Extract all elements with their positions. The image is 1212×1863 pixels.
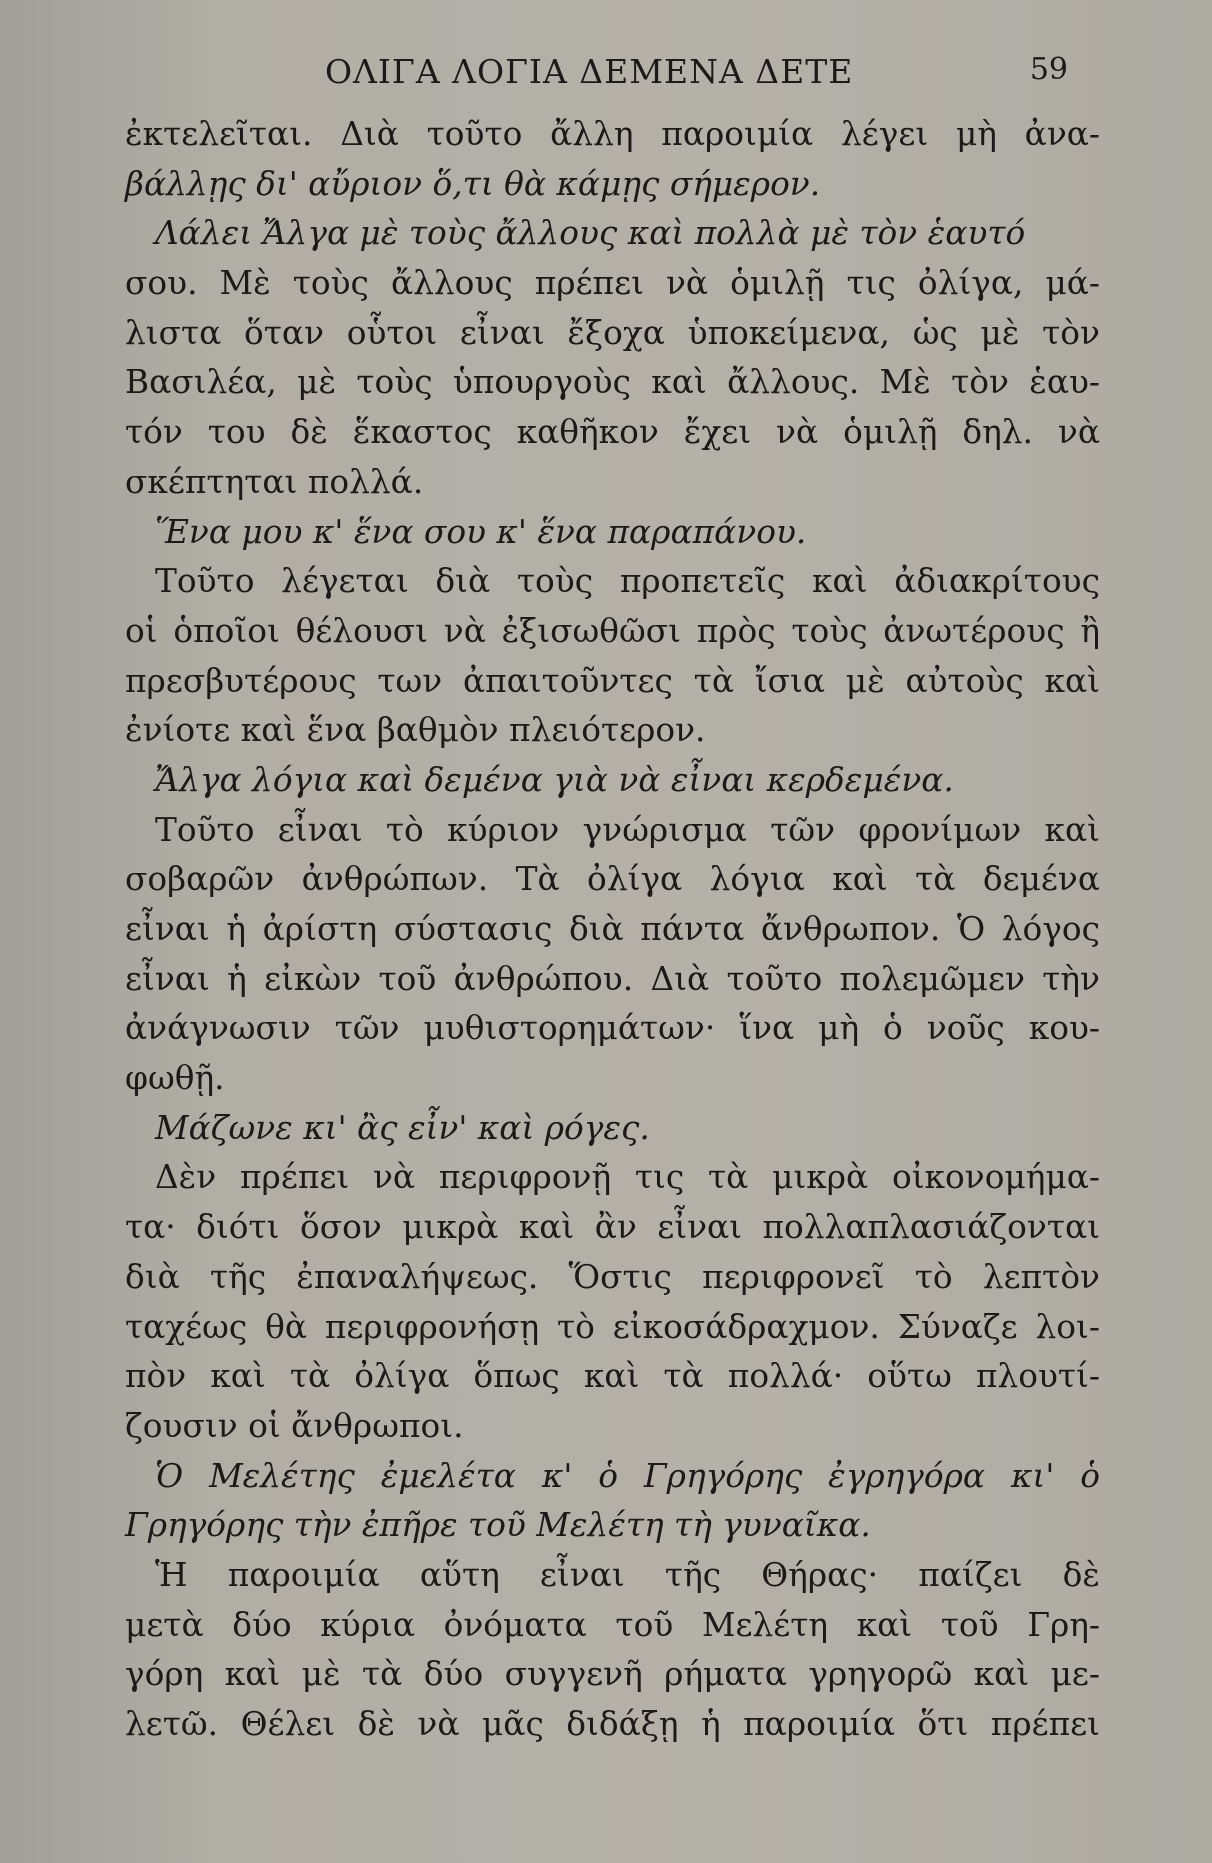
page-header [130, 52, 1070, 96]
running-head: ΟΛΙΓΑ ΛΟΓΙΑ ΔΕΜΕΝΑ ΔΕΤΕ [325, 52, 854, 91]
text-line: ταχέως θὰ περιφρονήσῃ τὸ εἰκοσάδραχμον. Σύναζε λοι- [125, 1307, 1100, 1346]
text-line: σου. Μὲ τοὺς ἄλλους πρέπει νὰ ὁμιλῇ τις ὀλίγα, μά- [125, 264, 1100, 303]
text-line: Τοῦτο λέγεται διὰ τοὺς προπετεῖς καὶ ἀδιακρίτους [155, 562, 1100, 601]
text-line: πρεσβυτέρους των ἀπαιτοῦντες τὰ ἴσια μὲ αὐτοὺς καὶ [125, 661, 1100, 700]
body-text [125, 110, 1100, 1750]
text-line: Δὲν πρέπει νὰ περιφρονῇ τις τὰ μικρὰ οἰκονομήμα- [155, 1158, 1100, 1197]
text-line: Τοῦτο εἶναι τὸ κύριον γνώρισμα τῶν φρονίμων καὶ [155, 810, 1100, 849]
text-line: Βασιλέα, μὲ τοὺς ὑπουργοὺς καὶ ἄλλους. Μὲ τὸν ἑαυ- [125, 363, 1100, 402]
text-line: εἶναι ἡ ἀρίστη σύστασις διὰ πάντα ἄνθρωπον. Ὁ λόγος [125, 910, 1100, 948]
text-line: ἐνίοτε καὶ ἕνα βαθμὸν πλειότερον. [125, 711, 706, 750]
text-line: Ἄλγα λόγια καὶ δεμένα γιὰ νὰ εἶναι κερδεμένα. [155, 760, 954, 799]
text-line: οἱ ὁποῖοι θέλουσι νὰ ἐξισωθῶσι πρὸς τοὺς ἀνωτέρους ἢ [125, 611, 1100, 650]
text-line: Ἡ παροιμία αὕτη εἶναι τῆς Θήρας· παίζει δὲ [155, 1555, 1100, 1594]
text-line: εἶναι ἡ εἰκὼν τοῦ ἀνθρώπου. Διὰ τοῦτο πολεμῶμεν τὴν [125, 959, 1100, 998]
text-line: ζουσιν οἱ ἄνθρωποι. [125, 1406, 464, 1445]
text-line: βάλλῃς δι' αὔριον ὅ,τι θὰ κάμῃς σήμερον. [125, 164, 821, 203]
text-line: Ἕνα μου κ' ἕνα σου κ' ἕνα παραπάνου. [155, 512, 807, 551]
text-line: διὰ τῆς ἐπαναλήψεως. Ὅστις περιφρονεῖ τὸ λεπτὸν [125, 1257, 1100, 1296]
text-line: τόν του δὲ ἕκαστος καθῆκον ἔχει νὰ ὁμιλῇ δηλ. νὰ [125, 413, 1100, 452]
page-number: 59 [1029, 52, 1068, 87]
text-line: ἐκτελεῖται. Διὰ τοῦτο ἄλλη παροιμία λέγει μὴ ἀνα- [125, 115, 1100, 153]
text-line: φωθῇ. [125, 1059, 225, 1098]
text-line: σκέπτηται πολλά. [125, 462, 424, 501]
text-line: λιστα ὅταν οὗτοι εἶναι ἔξοχα ὑποκείμενα, ὡς μὲ τὸν [125, 313, 1100, 352]
text-line: Μάζωνε κι' ἂς εἶν' καὶ ρόγες. [155, 1108, 650, 1147]
text-line: Λάλει Ἄλγα μὲ τοὺς ἄλλους καὶ πολλὰ μὲ τὸν ἑαυτό [155, 214, 1026, 253]
text-line: τα· διότι ὅσον μικρὰ καὶ ἂν εἶναι πολλαπλασιάζονται [125, 1208, 1100, 1247]
text-line: μετὰ δύο κύρια ὀνόματα τοῦ Μελέτη καὶ τοῦ Γρη- [125, 1605, 1100, 1644]
text-line: Γρηγόρης τὴν ἐπῆρε τοῦ Μελέτη τὴ γυναῖκα. [125, 1506, 871, 1545]
text-line: ἀνάγνωσιν τῶν μυθιστορημάτων· ἵνα μὴ ὁ νοῦς κου- [125, 1009, 1100, 1048]
text-line: Ὁ Μελέτης ἐμελέτα κ' ὁ Γρηγόρης ἐγρηγόρα κι' ὁ [155, 1456, 1100, 1495]
text-line: λετῶ. Θέλει δὲ νὰ μᾶς διδάξῃ ἡ παροιμία ὅτι πρέπει [125, 1705, 1100, 1743]
text-line: γόρη καὶ μὲ τὰ δύο συγγενῆ ρήματα γρηγορῶ καὶ με- [125, 1655, 1100, 1694]
text-line: πὸν καὶ τὰ ὀλίγα ὅπως καὶ τὰ πολλά· οὕτω πλουτί- [125, 1357, 1100, 1396]
text-line: σοβαρῶν ἀνθρώπων. Τὰ ὀλίγα λόγια καὶ τὰ δεμένα [125, 860, 1100, 899]
